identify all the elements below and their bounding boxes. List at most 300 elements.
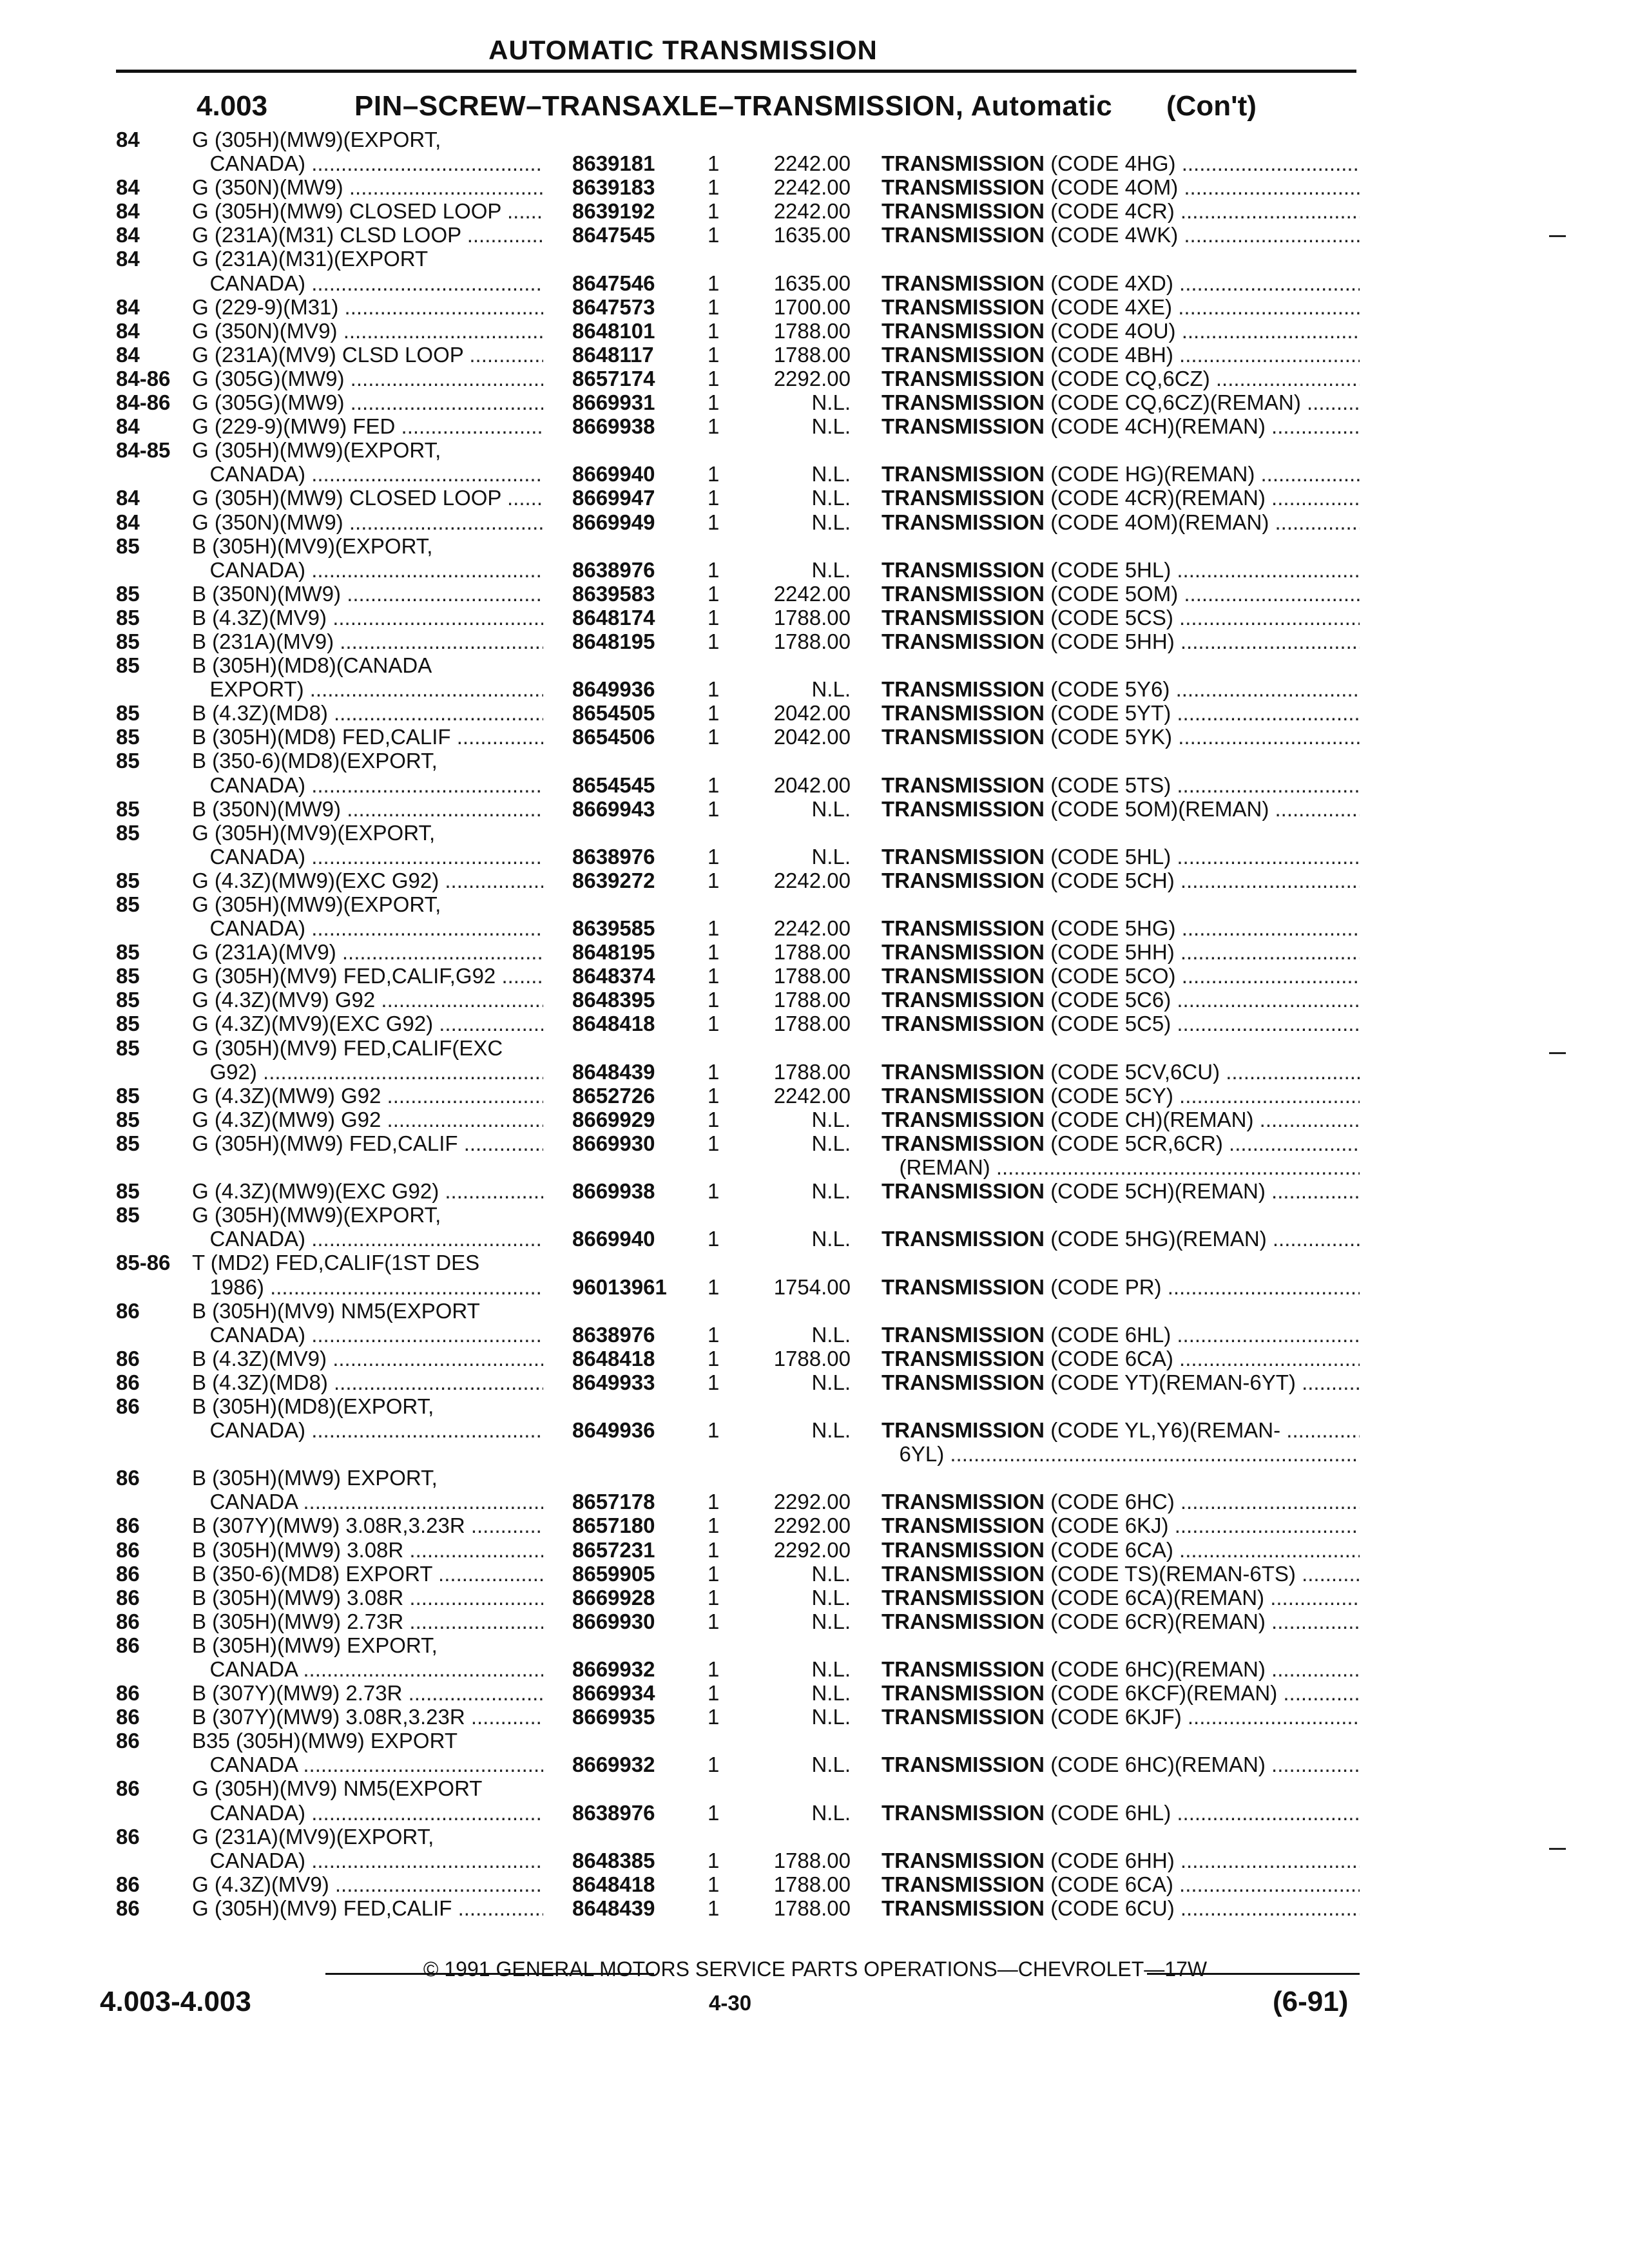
description-column: G (350N)(MW9) ..... [192, 510, 543, 534]
year-column: 86 [116, 1824, 140, 1849]
year-column: 86 [116, 1466, 140, 1490]
year-column: 84 [116, 199, 140, 224]
application-column [882, 319, 1360, 343]
description-column: B (350N)(MW9) ..... [192, 797, 543, 821]
parts-row [0, 1896, 1629, 1920]
application-name: TRANSMISSION [882, 1514, 1045, 1538]
description-column: G (305H)(MV9) FED,CALIF,G92 ..... [192, 964, 543, 988]
application-name: TRANSMISSION [882, 1179, 1045, 1204]
part-number-column: 8648117 [572, 342, 654, 367]
description-column: G (305H)(MW9) FED,CALIF ..... [192, 1131, 543, 1155]
year-column: 84-86 [116, 390, 171, 415]
parts-row [0, 175, 1629, 199]
price-column: N.L. [811, 1609, 851, 1633]
application-code: (CODE PR) [1050, 1274, 1162, 1299]
quantity-column: 1 [708, 1107, 720, 1131]
year-column: 86 [116, 1896, 140, 1920]
application-column [882, 343, 1360, 367]
parts-row [0, 1681, 1629, 1705]
description-column: G (305G)(MW9) ..... [192, 367, 543, 390]
description-column: G (4.3Z)(MV9) G92 ..... [192, 988, 543, 1012]
parts-row [0, 1323, 1629, 1347]
quantity-column: 1 [708, 1609, 720, 1633]
part-number-column: 8648101 [572, 318, 655, 343]
application-code: (CODE 4WK) [1050, 223, 1179, 247]
application-column [882, 1179, 1360, 1203]
quantity-column: 1 [708, 868, 720, 892]
part-number-column: 8657231 [572, 1537, 655, 1562]
price-column: 2242.00 [773, 581, 851, 606]
parts-row [0, 558, 1629, 582]
application-column [882, 1705, 1360, 1729]
application-column [882, 988, 1360, 1012]
year-column: 86 [116, 1370, 140, 1394]
parts-row [0, 845, 1629, 869]
application-code: (CODE 4XD) [1050, 271, 1173, 295]
description-column: G (229-9)(M31) ..... [192, 295, 543, 319]
quantity-column: 1 [708, 677, 720, 702]
year-column: 85 [116, 629, 140, 653]
price-column: 1788.00 [773, 1872, 851, 1896]
application-column [882, 606, 1360, 629]
parts-row [0, 1705, 1629, 1729]
parts-row [0, 725, 1629, 749]
price-column: 1635.00 [773, 223, 851, 247]
application-code: (CODE 6CA)(REMAN) [1050, 1585, 1265, 1610]
price-column: 2242.00 [773, 175, 851, 200]
quantity-column: 1 [708, 1514, 720, 1538]
parts-row [0, 677, 1629, 701]
year-column: 85 [116, 796, 140, 821]
quantity-column: 1 [708, 1681, 720, 1706]
quantity-column: 1 [708, 342, 720, 367]
parts-row [0, 390, 1629, 414]
price-column: N.L. [811, 1179, 851, 1204]
application-name: TRANSMISSION [882, 1896, 1045, 1920]
application-column [882, 725, 1360, 749]
application-name: TRANSMISSION [882, 1346, 1045, 1370]
quantity-column: 1 [708, 1179, 720, 1204]
application-code: (CODE TS)(REMAN-6TS) [1050, 1561, 1296, 1586]
price-column: 1788.00 [773, 1012, 851, 1036]
application-column [882, 1060, 1360, 1084]
year-column: 85 [116, 1203, 140, 1227]
part-number-column: 8657174 [572, 366, 655, 390]
description-column: G (305H)(MW9) CLOSED LOOP ..... [192, 486, 543, 510]
year-column: 85 [116, 749, 140, 773]
parts-row [0, 1872, 1629, 1896]
price-column: 1788.00 [773, 1059, 851, 1084]
parts-row [0, 653, 1629, 677]
application-name: TRANSMISSION [882, 773, 1045, 797]
quantity-column: 1 [708, 964, 720, 988]
application-name: TRANSMISSION [882, 701, 1045, 726]
parts-row [0, 1801, 1629, 1825]
part-number-column: 8669930 [572, 1131, 655, 1155]
part-number-column: 8639272 [572, 868, 655, 892]
parts-row [0, 343, 1629, 367]
part-number-column: 8669931 [572, 390, 655, 415]
application-name: TRANSMISSION [882, 844, 1045, 869]
year-column: 84 [116, 128, 140, 151]
application-code: (CODE 6CA) [1050, 1872, 1173, 1896]
application-code: (CODE 6CA) [1050, 1537, 1173, 1562]
price-column: N.L. [811, 462, 851, 486]
part-number-column: 8648439 [572, 1059, 655, 1084]
part-number-column: 8638976 [572, 844, 655, 869]
year-column: 86 [116, 1298, 140, 1323]
quantity-column: 1 [708, 414, 720, 439]
price-column: N.L. [811, 1705, 851, 1729]
application-column [882, 940, 1360, 964]
description-column: B (350-6)(MD8)(EXPORT, [192, 749, 438, 773]
application-code: (CODE 6CA) [1050, 1346, 1173, 1370]
part-number-column: 8657178 [572, 1490, 655, 1514]
parts-row [0, 1776, 1629, 1800]
application-code: (CODE 4OM) [1050, 175, 1179, 200]
parts-row [0, 1299, 1629, 1323]
application-code: (CODE 6CU) [1050, 1896, 1175, 1920]
application-code: (CODE 6HC)(REMAN) [1050, 1753, 1266, 1777]
part-number-column: 8649936 [572, 677, 655, 702]
description-column: EXPORT) ..... [192, 677, 543, 701]
part-number-column: 8657180 [572, 1514, 655, 1538]
parts-row [0, 1347, 1629, 1370]
description-column: 1986) ..... [192, 1275, 543, 1299]
application-name: TRANSMISSION [882, 1107, 1045, 1131]
price-column: N.L. [811, 1681, 851, 1706]
price-column: 2242.00 [773, 868, 851, 892]
application-code: (CODE 5CS) [1050, 605, 1173, 629]
price-column: 2292.00 [773, 1490, 851, 1514]
application-code: (REMAN) [882, 1155, 990, 1180]
parts-row [0, 414, 1629, 438]
description-column: G (305H)(MV9)(EXPORT, [192, 820, 436, 845]
quantity-column: 1 [708, 605, 720, 629]
application-code: (CODE 6HL) [1050, 1800, 1171, 1825]
application-name: TRANSMISSION [882, 796, 1045, 821]
price-column: 2042.00 [773, 773, 851, 797]
description-column: G (350N)(MW9) ..... [192, 175, 543, 199]
description-column: T (MD2) FED,CALIF(1ST DES [192, 1251, 480, 1275]
application-code: (CODE HG)(REMAN) [1050, 462, 1255, 486]
parts-row [0, 1442, 1629, 1466]
quantity-column: 1 [708, 175, 720, 200]
year-column: 85 [116, 868, 140, 892]
price-column: 1788.00 [773, 1896, 851, 1920]
parts-row [0, 1753, 1629, 1776]
application-column [882, 1801, 1360, 1825]
description-column: G (4.3Z)(MW9) G92 ..... [192, 1084, 543, 1108]
year-column: 84 [116, 342, 140, 367]
part-number-column: 8669932 [572, 1657, 655, 1681]
application-name: TRANSMISSION [882, 1322, 1045, 1347]
description-column: G (229-9)(MW9) FED ..... [192, 414, 543, 438]
year-column: 86 [116, 1705, 140, 1729]
quantity-column: 1 [708, 1274, 720, 1299]
description-column: B (350-6)(MD8) EXPORT ..... [192, 1562, 543, 1586]
price-column: 2292.00 [773, 366, 851, 390]
footer-date: (6-91) [1273, 1986, 1349, 2017]
application-name: TRANSMISSION [882, 629, 1045, 653]
part-number-column: 8659905 [572, 1561, 655, 1586]
application-name: TRANSMISSION [882, 868, 1045, 892]
application-column [882, 582, 1360, 606]
application-name: TRANSMISSION [882, 175, 1045, 200]
application-code: (CODE 5TS) [1050, 773, 1171, 797]
application-name: TRANSMISSION [882, 1418, 1045, 1443]
application-column [882, 1108, 1360, 1131]
application-name: TRANSMISSION [882, 1490, 1045, 1514]
application-column [882, 510, 1360, 534]
part-number-column: 96013961 [572, 1274, 667, 1299]
description-column: B (307Y)(MW9) 2.73R ..... [192, 1681, 543, 1705]
part-number-column: 8669938 [572, 1179, 655, 1204]
year-column: 85-86 [116, 1251, 171, 1275]
part-number-column: 8638976 [572, 557, 655, 582]
quantity-column: 1 [708, 1322, 720, 1347]
application-column [882, 869, 1360, 892]
price-column: 1635.00 [773, 271, 851, 295]
description-column: G (4.3Z)(MW9)(EXC G92) ..... [192, 1179, 543, 1203]
margin-mark [1549, 235, 1566, 237]
quantity-column: 1 [708, 1370, 720, 1394]
application-name: TRANSMISSION [882, 677, 1045, 702]
price-column: 2242.00 [773, 199, 851, 224]
application-name: TRANSMISSION [882, 462, 1045, 486]
application-column [882, 1753, 1360, 1776]
application-column [882, 1872, 1360, 1896]
margin-mark [1549, 1052, 1566, 1054]
description-column: CANADA) ..... [192, 1418, 543, 1442]
application-code: (CODE 4CH)(REMAN) [1050, 414, 1266, 439]
description-column: G (305G)(MW9) ..... [192, 390, 543, 414]
price-column: 2292.00 [773, 1514, 851, 1538]
year-column: 84 [116, 414, 140, 439]
part-number-column: 8669940 [572, 462, 655, 486]
year-column: 85 [116, 1083, 140, 1108]
price-column: 1788.00 [773, 342, 851, 367]
application-name: TRANSMISSION [882, 294, 1045, 319]
price-column: 2242.00 [773, 151, 851, 176]
description-column: B (305H)(MW9) EXPORT, [192, 1466, 438, 1490]
application-name: TRANSMISSION [882, 1681, 1045, 1706]
year-column: 85 [116, 892, 140, 916]
application-column [882, 797, 1360, 821]
year-column: 86 [116, 1394, 140, 1418]
price-column: 1788.00 [773, 988, 851, 1012]
application-code: (CODE 5CO) [1050, 964, 1176, 988]
description-column: CANADA) ..... [192, 1323, 543, 1347]
description-column: B (307Y)(MW9) 3.08R,3.23R ..... [192, 1705, 543, 1729]
description-column: G (231A)(MV9) ..... [192, 940, 543, 964]
application-column [882, 1538, 1360, 1562]
application-column [882, 199, 1360, 223]
parts-row [0, 1203, 1629, 1227]
application-name: TRANSMISSION [882, 390, 1045, 415]
year-column: 85 [116, 820, 140, 845]
quantity-column: 1 [708, 1012, 720, 1036]
parts-row [0, 223, 1629, 247]
year-column: 85 [116, 653, 140, 678]
parts-row [0, 749, 1629, 773]
price-column: N.L. [811, 1131, 851, 1155]
price-column: 2292.00 [773, 1537, 851, 1562]
quantity-column: 1 [708, 1848, 720, 1872]
year-column: 85 [116, 1131, 140, 1155]
parts-row [0, 869, 1629, 892]
application-code: (CODE YL,Y6)(REMAN- [1050, 1418, 1281, 1443]
description-column: B (305H)(MW9) EXPORT, [192, 1633, 438, 1657]
application-code: 6YL) [882, 1442, 945, 1466]
part-number-column: 8654545 [572, 773, 655, 797]
quantity-column: 1 [708, 940, 720, 965]
application-column [882, 223, 1360, 247]
description-column: B (350N)(MW9) ..... [192, 582, 543, 606]
application-column [882, 1084, 1360, 1108]
quantity-column: 1 [708, 1800, 720, 1825]
description-column: CANADA) ..... [192, 773, 543, 797]
price-column: N.L. [811, 1227, 851, 1251]
application-column [882, 414, 1360, 438]
parts-row [0, 988, 1629, 1012]
price-column: 1700.00 [773, 294, 851, 319]
parts-row [0, 1466, 1629, 1490]
application-column [882, 1610, 1360, 1633]
part-number-column: 8654505 [572, 701, 655, 726]
parts-row [0, 486, 1629, 510]
application-name: TRANSMISSION [882, 1227, 1045, 1251]
application-code: (CODE 4BH) [1050, 342, 1173, 367]
year-column: 86 [116, 1776, 140, 1801]
description-column: G (231A)(M31)(EXPORT [192, 247, 429, 271]
application-name: TRANSMISSION [882, 510, 1045, 534]
quantity-column: 1 [708, 1418, 720, 1443]
description-column: G (305H)(MW9)(EXPORT, [192, 438, 441, 463]
year-column: 86 [116, 1729, 140, 1753]
application-code: (CODE 6CR)(REMAN) [1050, 1609, 1266, 1633]
part-number-column: 8648439 [572, 1896, 655, 1920]
application-name: TRANSMISSION [882, 1585, 1045, 1610]
description-column: B (4.3Z)(MD8) ..... [192, 1370, 543, 1394]
parts-row [0, 916, 1629, 940]
year-column: 86 [116, 1537, 140, 1562]
quantity-column: 1 [708, 1705, 720, 1729]
description-column: B (305H)(MV9)(EXPORT, [192, 533, 433, 558]
parts-row [0, 247, 1629, 271]
application-code: (CODE CQ,6CZ) [1050, 366, 1210, 390]
parts-row [0, 1586, 1629, 1610]
application-code: (CODE 5C5) [1050, 1012, 1171, 1036]
parts-row [0, 1514, 1629, 1537]
application-code: (CODE 5OM) [1050, 581, 1179, 606]
description-column: B (4.3Z)(MV9) ..... [192, 1347, 543, 1370]
application-name: TRANSMISSION [882, 988, 1045, 1012]
year-column: 84-86 [116, 366, 171, 390]
part-number-column: 8669934 [572, 1681, 655, 1706]
application-name: TRANSMISSION [882, 1131, 1045, 1155]
quantity-column: 1 [708, 1083, 720, 1108]
section-number: 4.003 [197, 90, 268, 122]
application-code: (CODE 5CR,6CR) [1050, 1131, 1223, 1155]
part-number-column: 8669928 [572, 1585, 655, 1610]
parts-row [0, 128, 1629, 151]
parts-row [0, 295, 1629, 319]
quantity-column: 1 [708, 318, 720, 343]
description-column: G (305H)(MV9) FED,CALIF(EXC [192, 1035, 503, 1060]
part-number-column: 8647545 [572, 223, 655, 247]
description-column: G (350N)(MV9) ..... [192, 319, 543, 343]
year-column: 85 [116, 725, 140, 749]
description-column: B (305H)(MW9) 3.08R ..... [192, 1586, 543, 1610]
year-column: 85 [116, 964, 140, 988]
application-code: (CODE 5HH) [1050, 940, 1175, 965]
application-column [882, 629, 1360, 653]
description-column: CANADA) ..... [192, 916, 543, 940]
application-column [882, 1896, 1360, 1920]
year-column: 84-85 [116, 438, 171, 463]
application-column [882, 390, 1360, 414]
part-number-column: 8648385 [572, 1848, 655, 1872]
year-column: 86 [116, 1346, 140, 1370]
quantity-column: 1 [708, 1227, 720, 1251]
price-column: N.L. [811, 1585, 851, 1610]
parts-row [0, 1084, 1629, 1108]
price-column: 1788.00 [773, 605, 851, 629]
year-column: 85 [116, 605, 140, 629]
description-column: CANADA) ..... [192, 271, 543, 295]
parts-row [0, 319, 1629, 343]
application-name: TRANSMISSION [882, 605, 1045, 629]
application-name: TRANSMISSION [882, 486, 1045, 510]
description-column: G (4.3Z)(MW9)(EXC G92) ..... [192, 869, 543, 892]
part-number-column: 8669932 [572, 1753, 655, 1777]
description-column: G (4.3Z)(MV9)(EXC G92) ..... [192, 1012, 543, 1035]
parts-row [0, 1131, 1629, 1155]
description-column: B (305H)(MW9) 3.08R ..... [192, 1538, 543, 1562]
application-name: TRANSMISSION [882, 916, 1045, 941]
price-column: 2242.00 [773, 916, 851, 941]
price-column: 2042.00 [773, 701, 851, 726]
parts-row [0, 773, 1629, 797]
parts-row [0, 701, 1629, 725]
part-number-column: 8639585 [572, 916, 655, 941]
application-code: (CODE 6KJF) [1050, 1705, 1182, 1729]
application-column [882, 1849, 1360, 1872]
description-column: G (231A)(MV9) CLSD LOOP ..... [192, 343, 543, 367]
description-column: G (4.3Z)(MW9) G92 ..... [192, 1108, 543, 1131]
application-code: (CODE 6KCF)(REMAN) [1050, 1681, 1278, 1706]
parts-row [0, 821, 1629, 845]
part-number-column: 8669935 [572, 1705, 655, 1729]
description-column: G (305H)(MV9) FED,CALIF ..... [192, 1896, 543, 1920]
price-column: N.L. [811, 1561, 851, 1586]
application-name: TRANSMISSION [882, 1753, 1045, 1777]
price-column: 1754.00 [773, 1274, 851, 1299]
part-number-column: 8648195 [572, 940, 655, 965]
application-code: (CODE 6HH) [1050, 1848, 1175, 1872]
part-number-column: 8648174 [572, 605, 655, 629]
parts-row [0, 1275, 1629, 1299]
application-code: (CODE 5CV,6CU) [1050, 1059, 1220, 1084]
application-code: (CODE 4HG) [1050, 151, 1176, 176]
footer-section-range: 4.003-4.003 [100, 1986, 251, 2017]
application-column [882, 1586, 1360, 1610]
price-column: N.L. [811, 1657, 851, 1681]
year-column: 84 [116, 175, 140, 200]
part-number-column: 8647573 [572, 294, 655, 319]
description-column: B (231A)(MV9) ..... [192, 629, 543, 653]
